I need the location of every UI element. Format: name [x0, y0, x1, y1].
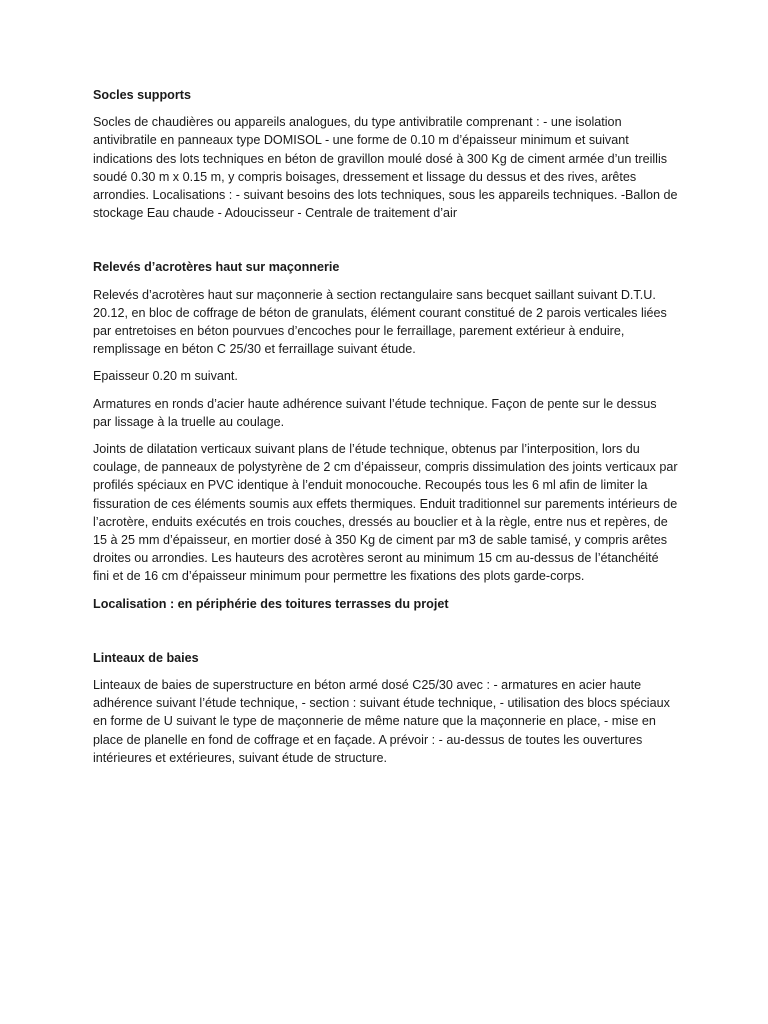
spacer — [93, 231, 678, 258]
section-socles-supports — [93, 86, 678, 222]
paragraph: Socles de chaudières ou appareils analogues, du type antivibratile comprenant : - une isolation antivibratile en panneaux type DOMISOL - une forme de 0.10 m d’épaisseur minimum et suivant indications des lots techniques en béton de gravillon moulé dosé à 300 Kg de ciment armée d’un treillis soudé 0.30 m x 0.15 m, y compris boisages, dressement et lissage du dessus et des rives, arêtes arrondies. Localisations : - suivant besoins des lots techniques, sous les appareils techniques. -Ballon de stockage Eau chaude - Adoucisseur - Centrale de traitement d’air — [93, 115, 678, 221]
section-heading: Relevés d’acrotères haut sur maçonnerie — [93, 260, 340, 275]
paragraph: Armatures en ronds d’acier haute adhérence suivant l’étude technique. Façon de pente sur le dessus par lissage à la truelle au coulage. — [93, 396, 657, 429]
paragraph: Linteaux de baies de superstructure en béton armé dosé C25/30 avec : - armatures en acier haute adhérence suivant l’étude technique, - section : suivant étude technique, - utilisation des blocs spéciaux en forme de U suivant le type de maçonnerie de même nature que la maçonnerie en place, - mise en place de planelle en fond de coffrage et en façade. A prévoir : - au-dessus de toutes les ouvertures intérieures et extérieures, suivant étude de structure. — [93, 678, 670, 765]
localisation-line: Localisation : en périphérie des toitures terrasses du projet — [93, 596, 449, 611]
paragraph: Epaisseur 0.20 m suivant. — [93, 369, 238, 384]
paragraph: Joints de dilatation verticaux suivant plans de l’étude technique, obtenus par l’interposition, lors du coulage, de panneaux de polystyrène de 2 cm d’épaisseur, compris dissimulation des joints verticaux par profilés spéciaux en PVC identique à l’enduit monocouche. Recoupés tous les 6 ml afin de limiter la fissuration de ces éléments soumis aux effets thermiques. Enduit traditionnel sur parements intérieurs de l’acrotère, enduits exécutés en trois couches, dressés au bouclier et à la règle, entre nus et repères, de 15 à 25 mm d’épaisseur, en mortier dosé à 350 Kg de ciment par m3 de sable tamisé, y compris arêtes droites ou arrondies. Les hauteurs des acrotères seront au minimum 15 cm au-dessus de l’étanchéité fini et de 16 cm d’épaisseur minimum pour permettre les fixations des plots garde-corps. — [93, 442, 678, 584]
section-linteaux-baies — [93, 649, 678, 767]
document-page — [93, 86, 678, 776]
section-heading: Socles supports — [93, 88, 191, 102]
paragraph: Relevés d’acrotères haut sur maçonnerie à section rectangulaire sans becquet saillant suivant D.T.U. 20.12, en bloc de coffrage de béton de granulats, élément courant constitué de 2 parois verticales liées par entretoises en béton pourvues d’encoches pour le ferraillage, parement extérieur à enduire, remplissage en béton C 25/30 et ferraillage suivant étude. — [93, 287, 667, 357]
spacer — [93, 622, 678, 649]
section-heading: Linteaux de baies — [93, 650, 199, 665]
section-releves-acroteres — [93, 258, 678, 612]
